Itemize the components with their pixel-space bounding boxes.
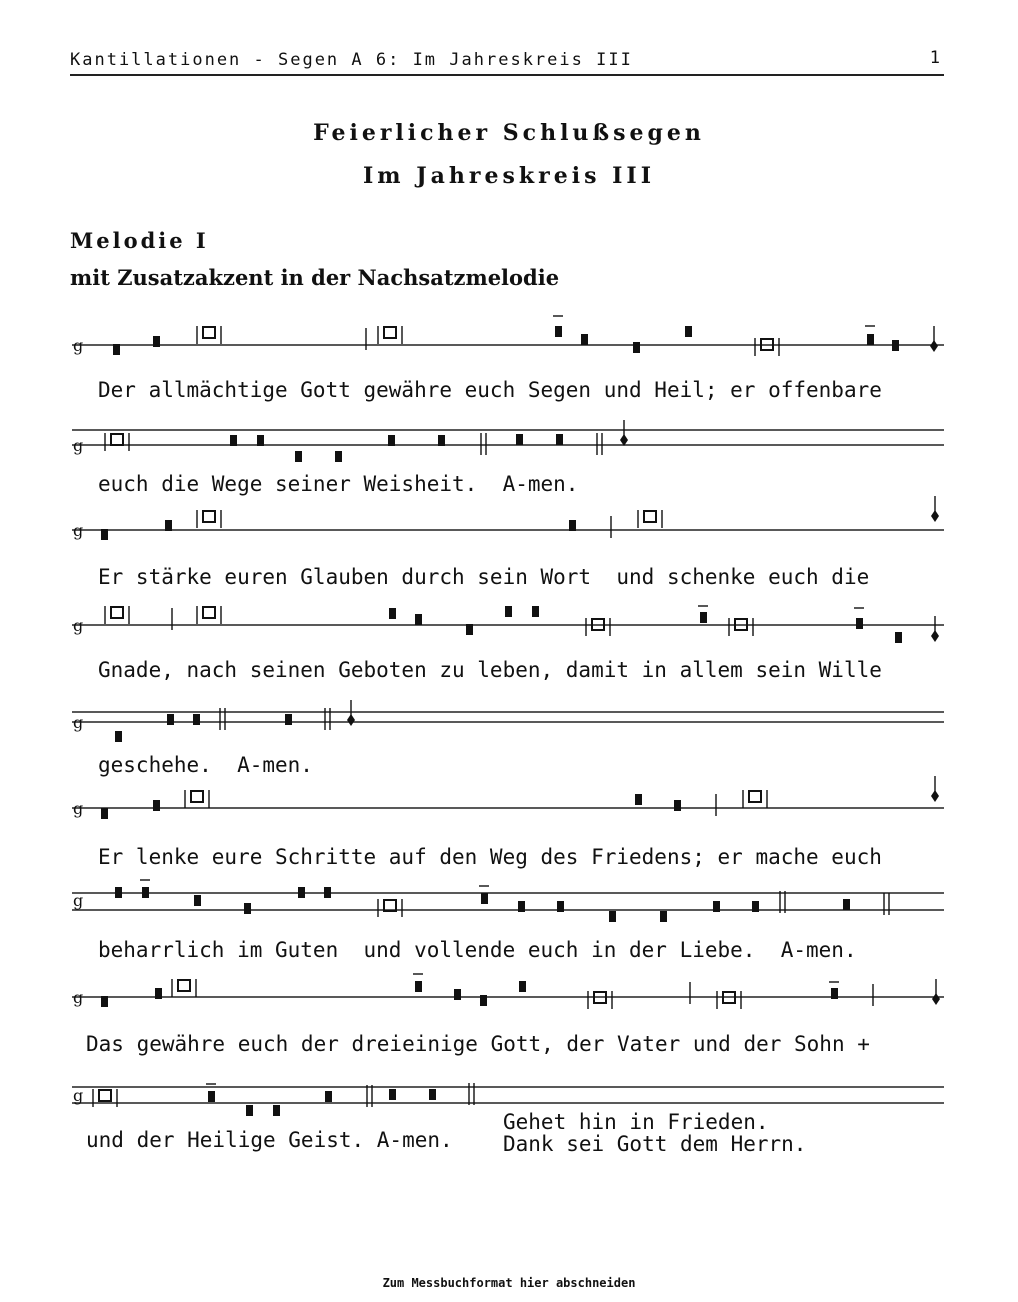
chant-note bbox=[843, 899, 850, 910]
reciting-tone-note bbox=[203, 511, 215, 522]
clef-mark: g bbox=[73, 436, 84, 455]
reciting-tone-note bbox=[203, 607, 215, 618]
lyric-line-2: euch die Wege seiner Weisheit. A-men. bbox=[98, 472, 579, 496]
chant-note bbox=[142, 887, 149, 898]
lyric-line-7: beharrlich im Guten und vollende euch in der Liebe. A-men. bbox=[98, 938, 857, 962]
chant-note bbox=[298, 887, 305, 898]
chant-note bbox=[438, 435, 445, 446]
chant-note bbox=[115, 887, 122, 898]
clef-mark: g bbox=[73, 799, 84, 818]
reciting-tone-note bbox=[644, 511, 656, 522]
chant-note bbox=[633, 342, 640, 353]
reciting-tone-note bbox=[384, 327, 396, 338]
chant-note bbox=[101, 529, 108, 540]
chant-note bbox=[101, 996, 108, 1007]
lyric-line-8: Das gewähre euch der dreieinige Gott, der Vater und der Sohn + bbox=[86, 1032, 870, 1056]
chant-note bbox=[153, 336, 160, 347]
final-note bbox=[931, 510, 939, 522]
final-note bbox=[931, 630, 939, 642]
clef-mark: g bbox=[73, 988, 84, 1007]
chant-note bbox=[153, 800, 160, 811]
chant-note bbox=[480, 995, 487, 1006]
chant-note bbox=[660, 911, 667, 922]
chant-note bbox=[892, 340, 899, 351]
chant-note bbox=[415, 981, 422, 992]
chant-note bbox=[674, 800, 681, 811]
chant-note bbox=[481, 893, 488, 904]
dismissal-versicle: Gehet hin in Frieden. bbox=[503, 1110, 769, 1134]
chant-note bbox=[415, 614, 422, 625]
chant-note bbox=[389, 1089, 396, 1100]
chant-note bbox=[244, 903, 251, 914]
page-title: Feierlicher Schlußsegen bbox=[313, 120, 705, 146]
chant-note bbox=[609, 911, 616, 922]
chant-note bbox=[856, 618, 863, 629]
chant-note bbox=[519, 981, 526, 992]
chant-note bbox=[113, 344, 120, 355]
chant-note bbox=[208, 1091, 215, 1102]
chant-note bbox=[831, 988, 838, 999]
reciting-tone-note bbox=[111, 607, 123, 618]
chant-note bbox=[388, 435, 395, 446]
clef-mark: g bbox=[73, 1086, 84, 1105]
chant-note bbox=[685, 326, 692, 337]
chant-note bbox=[505, 606, 512, 617]
chant-note bbox=[713, 901, 720, 912]
chant-note bbox=[273, 1105, 280, 1116]
final-note bbox=[932, 993, 940, 1005]
lyric-line-5: geschehe. A-men. bbox=[98, 753, 313, 777]
chant-note bbox=[246, 1105, 253, 1116]
lyric-line-6: Er lenke eure Schritte auf den Weg des Friedens; er mache euch bbox=[98, 845, 882, 869]
final-note bbox=[620, 434, 628, 446]
chant-note bbox=[194, 895, 201, 906]
page-subtitle: Im Jahreskreis III bbox=[363, 163, 655, 189]
chant-note bbox=[700, 612, 707, 623]
cut-line-note: Zum Messbuchformat hier abschneiden bbox=[382, 1276, 636, 1290]
reciting-tone-note bbox=[191, 791, 203, 802]
chant-note bbox=[581, 334, 588, 345]
chant-note bbox=[389, 608, 396, 619]
lyric-line-1: Der allmächtige Gott gewähre euch Segen und Heil; er offenbare bbox=[98, 378, 882, 402]
chant-note bbox=[752, 901, 759, 912]
chant-note bbox=[335, 451, 342, 462]
chant-note bbox=[325, 1091, 332, 1102]
melody-description: mit Zusatzakzent in der Nachsatzmelodie bbox=[70, 265, 560, 290]
chant-note bbox=[167, 714, 174, 725]
lyric-line-3: Er stärke euren Glauben durch sein Wort und schenke euch die bbox=[98, 565, 870, 589]
chant-note bbox=[285, 714, 292, 725]
reciting-tone-note bbox=[178, 980, 190, 991]
melody-heading: Melodie I bbox=[70, 228, 209, 253]
lyric-line-9: und der Heilige Geist. A-men. bbox=[86, 1128, 453, 1152]
lyric-line-4: Gnade, nach seinen Geboten zu leben, damit in allem sein Wille bbox=[98, 658, 882, 682]
chant-note bbox=[324, 887, 331, 898]
chant-note bbox=[193, 714, 200, 725]
final-note bbox=[347, 714, 355, 726]
final-note bbox=[930, 340, 938, 352]
chant-note bbox=[257, 435, 264, 446]
chant-note bbox=[569, 520, 576, 531]
page-number: 1 bbox=[929, 48, 940, 68]
chant-note bbox=[516, 434, 523, 445]
chant-note bbox=[867, 334, 874, 345]
chant-note bbox=[295, 451, 302, 462]
header-title: Kantillationen - Segen A 6: Im Jahreskreis III bbox=[70, 50, 633, 70]
clef-mark: g bbox=[73, 521, 84, 540]
chant-note bbox=[155, 988, 162, 999]
reciting-tone-note bbox=[99, 1090, 111, 1101]
chant-note bbox=[895, 632, 902, 643]
clef-mark: g bbox=[73, 616, 84, 635]
chant-note bbox=[466, 624, 473, 635]
chant-note bbox=[532, 606, 539, 617]
final-note bbox=[931, 790, 939, 802]
chant-note bbox=[556, 434, 563, 445]
chant-note bbox=[518, 901, 525, 912]
chant-note bbox=[635, 794, 642, 805]
chant-note bbox=[454, 989, 461, 1000]
dismissal-response: Dank sei Gott dem Herrn. bbox=[503, 1132, 807, 1156]
chant-note bbox=[555, 326, 562, 337]
chant-note bbox=[429, 1089, 436, 1100]
chant-note bbox=[165, 520, 172, 531]
clef-mark: g bbox=[73, 891, 84, 910]
chant-note bbox=[115, 731, 122, 742]
clef-mark: g bbox=[73, 336, 84, 355]
reciting-tone-note bbox=[749, 791, 761, 802]
reciting-tone-note bbox=[111, 434, 123, 445]
clef-mark: g bbox=[73, 713, 84, 732]
chant-note bbox=[230, 435, 237, 446]
chant-note bbox=[557, 901, 564, 912]
reciting-tone-note bbox=[203, 327, 215, 338]
chant-note bbox=[101, 808, 108, 819]
